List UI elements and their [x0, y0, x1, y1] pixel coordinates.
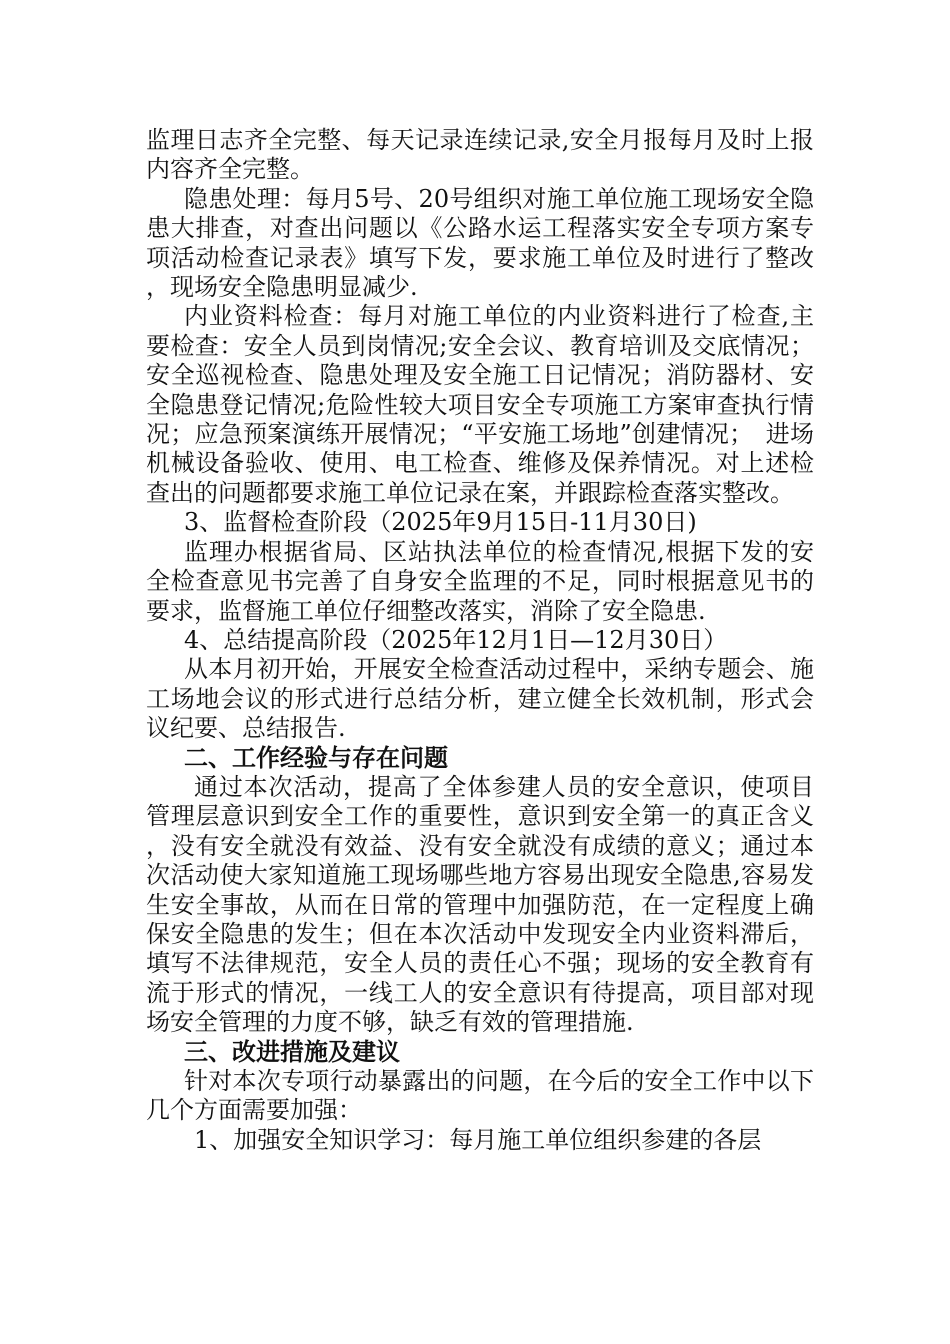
paragraph-improvements-intro: 针对本次专项行动暴露出的问题，在今后的安全工作中以下几个方面需要加强： [146, 1067, 814, 1125]
paragraph-internal-records-check: 内业资料检查：每月对施工单位的内业资料进行了检查,主要检查：安全人员到岗情况;安全会议、教育培训及交底情况；安全巡视检查、隐患处理及安全施工日记情况；消防器材、安全隐患登记情况;危险性较大项目安全专项施工方案审查执行情况；应急预案演练开展情况；“平安施工场地”创建情况； 进场机械设备验收、使用、电工检查、维修及保养情况。对上述检查出的问题都要求施工单位记录在案，并跟踪检查落实整改。 [146, 302, 814, 507]
section-heading-experience-problems: 二、工作经验与存在问题 [184, 743, 448, 772]
paragraph-improvement-1: 1、加强安全知识学习：每月施工单位组织参建的各层 [194, 1125, 762, 1154]
paragraph-supervision-log: 监理日志齐全完整、每天记录连续记录,安全月报每月及时上报内容齐全完整。 [146, 126, 814, 184]
document-body [146, 126, 814, 1155]
paragraph-hazard-handling: 隐患处理：每月5号、20号组织对施工单位施工现场安全隐患大排查，对查出问题以《公路水运工程落实安全专项方案专项活动检查记录表》填写下发，要求施工单位及时进行了整改，现场安全隐患明显减少. [146, 184, 814, 302]
paragraph-stage-4-body: 从本月初开始，开展安全检查活动过程中，采纳专题会、施工场地会议的形式进行总结分析，建立健全长效机制，形式会议纪要、总结报告. [146, 655, 814, 743]
paragraph-experience-problems: 通过本次活动，提高了全体参建人员的安全意识，使项目管理层意识到安全工作的重要性，意识到安全第一的真正含义，没有安全就没有效益、没有安全就没有成绩的意义；通过本次活动使大家知道施工现场哪些地方容易出现安全隐患,容易发生安全事故，从而在日常的管理中加强防范，在一定程度上确保安全隐患的发生；但在本次活动中发现安全内业资料滞后，填写不法律规范，安全人员的责任心不强；现场的安全教育有流于形式的情况，一线工人的安全意识有待提高，项目部对现场安全管理的力度不够，缺乏有效的管理措施. [146, 772, 814, 1037]
paragraph-stage-3-body: 监理办根据省局、区站执法单位的检查情况,根据下发的安全检查意见书完善了自身安全监理的不足，同时根据意见书的要求，监督施工单位仔细整改落实，消除了安全隐患. [146, 537, 814, 625]
section-heading-improvements: 三、改进措施及建议 [184, 1037, 400, 1066]
paragraph-stage-3-title: 3、监督检查阶段（2025年9月15日-11月30日) [184, 508, 697, 537]
paragraph-stage-4-title: 4、总结提高阶段（2025年12月1日—12月30日） [184, 625, 728, 654]
